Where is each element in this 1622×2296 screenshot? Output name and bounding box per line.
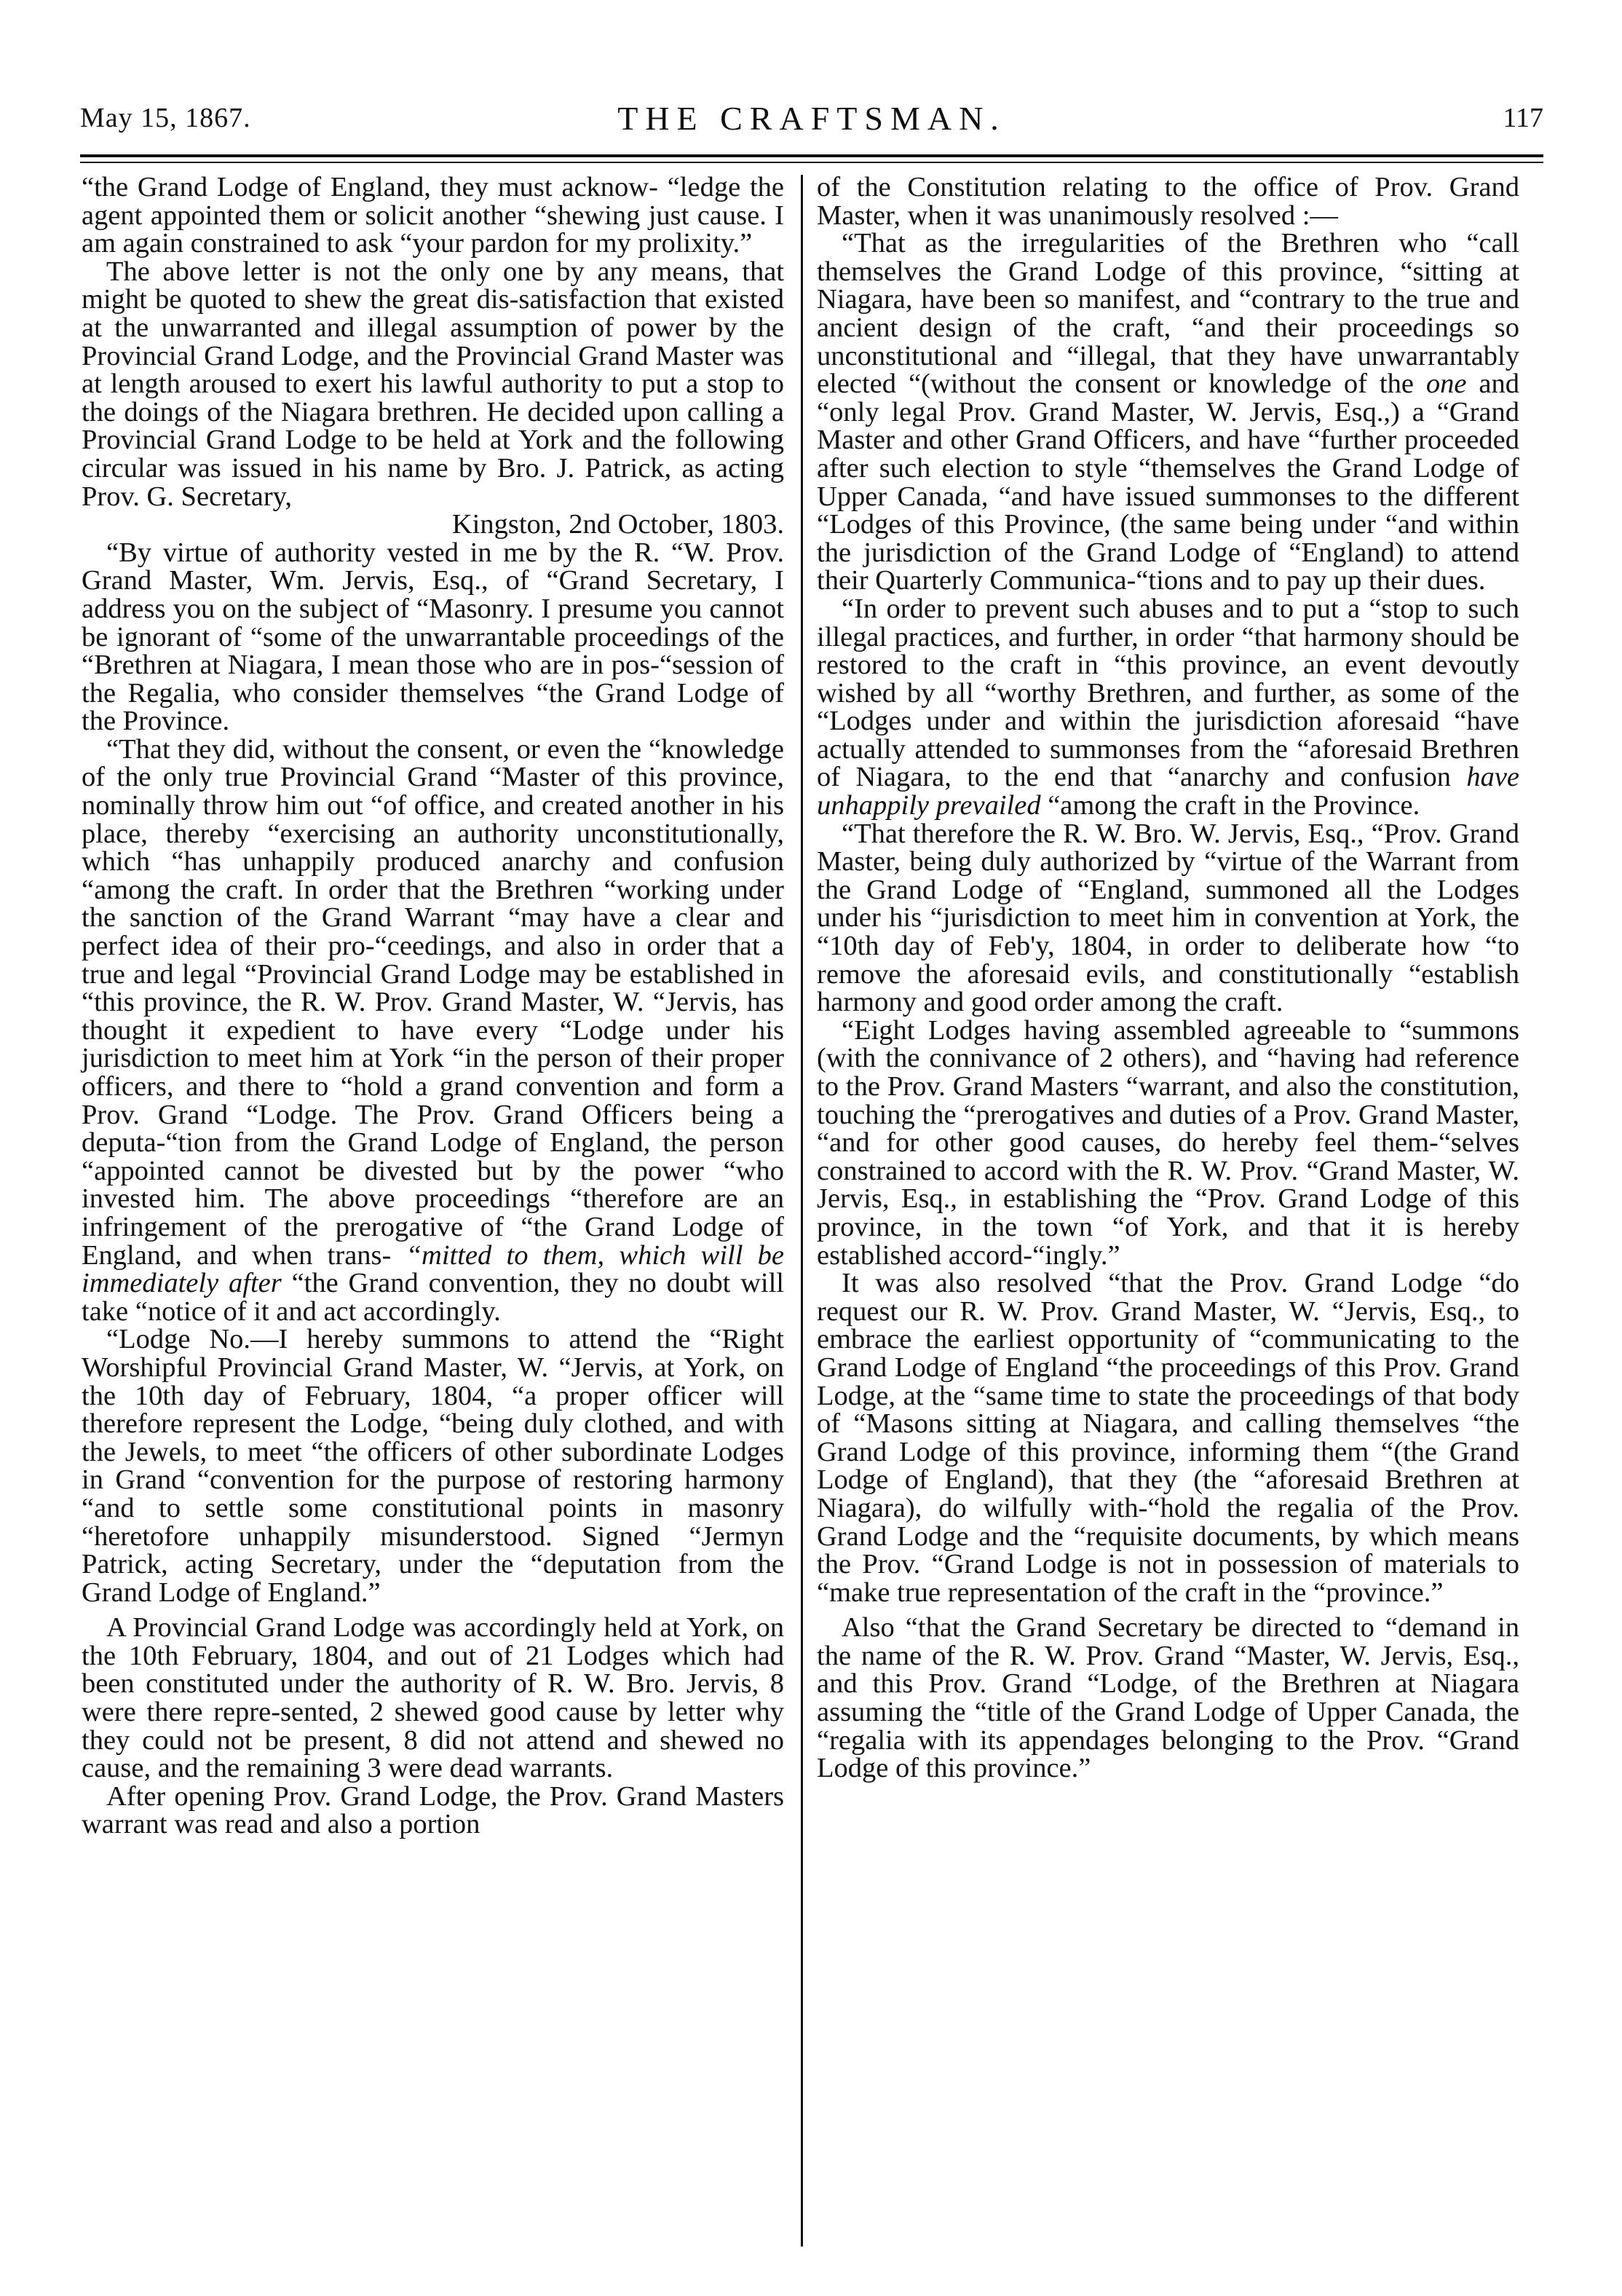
header-date: May 15, 1867. — [80, 103, 251, 133]
left-paragraph-1: “the Grand Lodge of England, they must acknow- “ledge the agent appointed them or solicit another “shewing just cause. I am again constrained to ask “your pardon for my prolixity.” — [82, 172, 784, 259]
page-number: 117 — [1503, 103, 1543, 133]
page-header — [80, 102, 1543, 146]
column-divider — [801, 175, 803, 2246]
left-paragraph-4-italic: “mitted to them, which will be immediately after — [82, 1239, 785, 1299]
left-paragraph-2: The above letter is not the only one by any means, that might be quoted to shew the great dis-satisfaction that existed at the unwarranted and illegal assumption of power by the Provincial Grand Lodge, and the Provincial Grand Master was at length aroused to exert his lawful authority to put a stop to the doings of the Niagara brethren. He decided upon calling a Provincial Grand Lodge to be held at York and the following circular was issued in his name by Bro. J. Patrick, as acting Prov. G. Secretary, — [82, 256, 784, 512]
left-column — [82, 173, 784, 1839]
left-paragraph-5: “Lodge No.—I hereby summons to attend the “Right Worshipful Provincial Grand Master, W. “Jervis, at York, on the 10th day of February, 1804, “a proper officer will therefore represent the Lodge, “being duly clothed, and with the Jewels, to meet “the officers of other subordinate Lodges in Grand “convention for the purpose of restoring harmony “and to settle some constitutional points in masonry “heretofore unhappily misunderstood. Signed “Jermyn Patrick, acting Secretary, under the “deputation from the Grand Lodge of England.” — [82, 1324, 784, 1608]
right-paragraph-2 — [817, 229, 1519, 595]
right-paragraph-7: Also “that the Grand Secretary be directed to “demand in the name of the R. W. Prov. Grand “Master, W. Jervis, Esq., and this Prov. Grand “Lodge, of the Brethren at Niagara assuming the “title of the Grand Lodge of Upper Canada, the “regalia with its appendages belonging to the Prov. “Grand Lodge of this province.” — [817, 1612, 1519, 1784]
header-title: THE CRAFTSMAN. — [617, 100, 1006, 137]
right-paragraph-6: It was also resolved “that the Prov. Grand Lodge “do request our R. W. Prov. Grand Master, W. “Jervis, Esq., to embrace the earliest opportunity of “communicating to the Grand Lodge of England “the proceedings of this Prov. Grand Lodge, at the “same time to state the proceedings of that body of “Masons sitting at Niagara, and calling themselves “the Grand Lodge of this province, informing them “(the Grand Lodge of England), that they (the “aforesaid Brethren at Niagara), do wilfully with-“hold the regalia of the Prov. Grand Lodge and the “requisite documents, by which means the Prov. “Grand Lodge is not in possession of materials to “make true representation of the craft in the “province.” — [817, 1268, 1519, 1608]
right-paragraph-4: “That therefore the R. W. Bro. W. Jervis, Esq., “Prov. Grand Master, being duly authorized by “virtue of the Warrant from the Grand Lodge of “England, summoned all the Lodges under his “jurisdiction to meet him in convention at York, the “10th day of Feb'y, 1804, in order to deliberate how “to remove the aforesaid evils, and constitutionally “establish harmony and good order among the craft. — [817, 818, 1519, 1018]
left-paragraph-6: A Provincial Grand Lodge was accordingly held at York, on the 10th February, 1804, and out of 21 Lodges which had been constituted under the authority of R. W. Bro. Jervis, 8 were there repre-sented, 2 shewed good cause by letter why they could not be present, 8 did not attend and shewed no cause, and the remaining 3 were dead warrants. — [82, 1612, 784, 1784]
right-paragraph-3-italic: have unhappily prevailed — [817, 762, 1520, 821]
right-paragraph-1: of the Constitution relating to the office of Prov. Grand Master, when it was unanimously resolved :— — [817, 172, 1519, 231]
header-rule-thick — [80, 154, 1543, 157]
right-paragraph-3-end: “among the craft in the Province. — [1048, 790, 1420, 821]
left-paragraph-4-end: “the Grand convention, they no doubt will take “notice of it and act accordingly. — [82, 1268, 785, 1327]
left-paragraph-4 — [82, 735, 784, 1325]
left-paragraph-3: “By virtue of authority vested in me by the R. “W. Prov. Grand Master, Wm. Jervis, Esq., of “Grand Secretary, I address you on the subject of “Masonry. I presume you cannot be ignorant of “some of the unwarrantable proceedings of the “Brethren at Niagara, I mean those who are in pos-“session of the Regalia, who consider themselves “the Grand Lodge of the Province. — [82, 537, 784, 737]
right-paragraph-5: “Eight Lodges having assembled agreeable to “summons (with the connivance of 2 others), and “having had reference to the Prov. Grand Masters “warrant, and also the constitution, touching the “prerogatives and duties of a Prov. Grand Master, “and for other good causes, do hereby feel them-“selves constrained to accord with the R. W. Prov. “Grand Master, W. Jervis, Esq., in establishing the “Prov. Grand Lodge of this province, in the town “of York, and that it is hereby established accord-“ingly.” — [817, 1014, 1519, 1271]
left-paragraph-4-text: “That they did, without the consent, or even the “knowledge of the only true Provincial Grand “Master of this province, nominally throw him out “of office, and created another in his place, thereby “exercising an authority unconstitutionally, which “has unhappily produced anarchy and confusion “among the craft. In order that the Brethren “working under the sanction of the Grand Warrant “may have a clear and perfect idea of their pro-“ceedings, and also in order that a true and legal “Provincial Grand Lodge may be established in “this province, the R. W. Prov. Grand Master, W. “Jervis, has thought it expedient to have every “Lodge under his jurisdiction to meet him at York “in the person of their proper officers, and there to “hold a grand convention and form a Prov. Grand “Lodge. The Prov. Grand Officers being a deputa-“tion from the Grand Lodge of England, the person “appointed cannot be divested but by the power “who invested him. The above proceedings “therefore are an infringement of the prerogative of “the Grand Lodge of England, and when trans- — [82, 733, 784, 1271]
dateline: Kingston, 2nd October, 1803. — [451, 509, 784, 540]
right-paragraph-2-text-a: “That as the irregularities of the Brethren who “call themselves the Grand Lodge of this province, “sitting at Niagara, have been so manifest, and “contrary to the true and ancient design of the craft, “and their proceedings so unconstitutional and “illegal, that they have unwarrantably elected “(without the consent or knowledge of the — [817, 228, 1519, 400]
left-paragraph-7: After opening Prov. Grand Lodge, the Prov. Grand Masters warrant was read and also a portion — [82, 1780, 784, 1840]
right-paragraph-3-text: “In order to prevent such abuses and to put a “stop to such illegal practices, and further, in order “that harmony should be restored to the craft in “this province, an event devoutly wished by all “worthy Brethren, and further, as some of the “Lodges under and within the jurisdiction aforesaid “have actually attended to summonses from the “aforesaid Brethren of Niagara, to the end that “anarchy and confusion — [817, 593, 1519, 793]
header-rule-thin — [80, 162, 1543, 163]
right-paragraph-2-italic: one — [1425, 368, 1467, 400]
right-paragraph-2-text-b: and “only legal Prov. Grand Master, W. Jervis, Esq.,) a “Grand Master and other Grand Officers, and have “further proceeded after such election to style “themselves the Grand Lodge of Upper Canada, “and have issued summonses to the different “Lodges of this Province, (the same being under “and within the jurisdiction of the Grand Lodge of “England) to attend their Quarterly Communica-“tions and to pay up their dues. — [817, 368, 1520, 596]
right-column — [817, 173, 1519, 1783]
right-paragraph-3 — [817, 595, 1519, 820]
